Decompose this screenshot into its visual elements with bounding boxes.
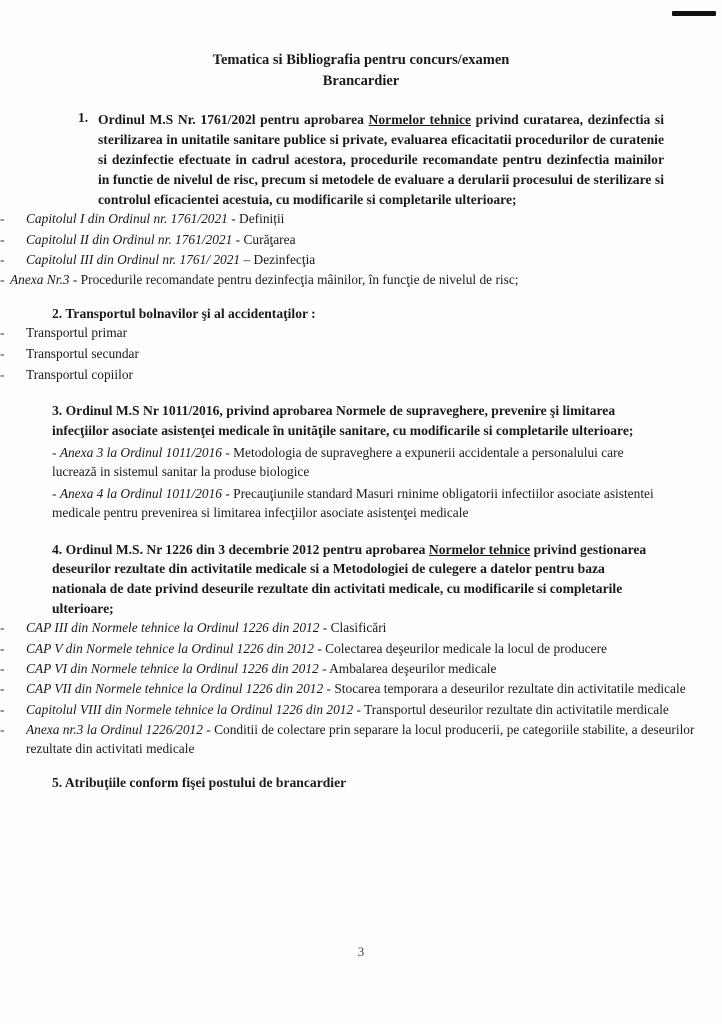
list-item-reference: Capitolul III din Ordinul nr. 1761/ 2021 — [26, 251, 241, 267]
list-item — [0, 344, 722, 363]
annex-reference: Anexa 3 la Ordinul 1011/2016 — [59, 444, 222, 460]
dash-bullet-icon: - — [0, 681, 5, 697]
section-4-list — [0, 618, 722, 758]
list-item-reference: Capitolul VIII din Normele tehnice la Ordinul 1226 din 2012 — [26, 701, 354, 717]
title-line-2: Brancardier — [322, 72, 400, 89]
section-1-underlined-term: Normelor tehnice — [368, 112, 472, 128]
annex-description: - Precauţiunile standard Masuri rninime obligatorii infectiilor asociate asistentei medicale pentru prevenirea si limitarea infecţiilor asociate asistenţei medicale — [52, 485, 654, 521]
list-item-description: - Stocarea temporara a deseurilor rezultate din activitatile medicale — [323, 681, 686, 697]
list-item-description: - Conditii de colectare prin separare la locul producerii, pe categoriile stabilite, a deseurilor rezultate din activitati medicale — [26, 721, 695, 757]
section-1 — [0, 110, 722, 209]
list-item-reference: Anexa nr.3 la Ordinul 1226/2012 — [26, 721, 203, 737]
list-item-description: Transportul secundar — [26, 345, 139, 361]
section-2-heading: 2. Transportul bolnavilor şi al accidentaţilor : — [52, 305, 316, 321]
dash-bullet-icon: - — [0, 345, 5, 361]
section-2 — [0, 304, 722, 323]
list-item-reference: CAP VII din Normele tehnice la Ordinul 1226 din 2012 — [26, 681, 324, 697]
section-3 — [0, 401, 722, 522]
section-1-text-before: Ordinul M.S Nr. 1761/202l pentru aprobarea — [98, 112, 369, 128]
list-item-reference: Capitolul II din Ordinul nr. 1761/2021 — [26, 231, 233, 247]
list-item — [0, 679, 722, 698]
list-item-reference: CAP III din Normele tehnice la Ordinul 1226 din 2012 — [26, 620, 320, 636]
list-item-description: - Clasificări — [319, 620, 387, 636]
list-item — [0, 250, 722, 269]
section-4 — [0, 540, 722, 619]
list-item — [0, 639, 722, 658]
list-item — [0, 659, 722, 678]
list-item — [0, 230, 722, 249]
list-item-description: - Curăţarea — [232, 231, 296, 247]
dash-bullet-icon: - — [0, 251, 5, 267]
section-4-text-before: 4. Ordinul M.S. Nr 1226 din 3 decembrie 2012 pentru aprobarea — [52, 541, 429, 557]
section-4-heading — [52, 540, 662, 619]
section-1-text-after: privind curatarea, dezinfectia si sterilizarea in unitatile sanitare publice si private, evaluarea eficacitatii procedurilor de curatenie si dezinfectie efectuate in cadrul acestora, procedurile recomandate pentru dezinfectia mainilor in functie de nivelul de risc, precum si metodele de evaluare a derularii procesului de sterilizare si controlul eficacientei acestuia, cu modificarile si completarile ulterioare; — [98, 112, 664, 207]
list-item — [0, 323, 722, 342]
annex-prefix: - — [52, 444, 60, 460]
section-4-text-after: privind gestionarea deseurilor rezultate din activitatile medicale si a Metodologiei de culegere a datelor pentru baza nationala de date privind deseurile rezultate din activitati medicale, cu modificarile si completarile ulterioare; — [52, 541, 647, 616]
dash-bullet-icon: - — [0, 620, 5, 636]
list-item-description: - Transportul deseurilor rezultate din activitatile merdicale — [353, 701, 669, 717]
section-4-underlined-term: Normelor tehnice — [428, 541, 531, 557]
list-item-description: - Procedurile recomandate pentru dezinfecţia mâinilor, în funcţie de nivelul de risc; — [69, 272, 519, 288]
list-item-description: Transportul primar — [26, 324, 128, 340]
annex-prefix: - — [52, 485, 60, 501]
list-item-description: - Ambalarea deşeurilor medicale — [318, 661, 497, 677]
list-item — [0, 700, 722, 719]
title-line-1: Tematica si Bibliografia pentru concurs/examen — [212, 52, 510, 68]
section-3-annex-paragraph — [52, 484, 660, 523]
list-item-description: – Dezinfecţia — [240, 251, 316, 267]
list-item — [0, 618, 722, 637]
list-item-reference: Anexa Nr.3 — [10, 272, 70, 288]
dash-bullet-icon: - — [0, 640, 5, 656]
dash-bullet-icon: - — [0, 231, 5, 247]
section-5-heading: 5. Atribuţiile conform fişei postului de brancardier — [52, 774, 347, 790]
section-1-list — [0, 209, 722, 289]
list-item-reference: CAP VI din Normele tehnice la Ordinul 1226 din 2012 — [26, 661, 319, 677]
dash-bullet-icon: - — [0, 272, 5, 288]
dash-bullet-icon: - — [0, 661, 5, 677]
list-item-description: - Colectarea deşeurilor medicale la locul de producere — [314, 640, 607, 656]
list-item — [0, 720, 722, 759]
list-item — [0, 365, 722, 384]
dash-bullet-icon: - — [0, 367, 5, 383]
annex-description: - Metodologia de supraveghere a expunerii accidentale a personalului care lucrează in sistemul sanitar la produse biologice — [52, 444, 624, 480]
section-1-number: 1. — [78, 110, 89, 126]
dash-bullet-icon: - — [0, 721, 5, 737]
section-3-annex-paragraph — [52, 443, 660, 482]
section-5 — [0, 775, 722, 791]
section-1-heading — [78, 110, 664, 209]
dash-bullet-icon: - — [0, 211, 5, 227]
list-item-description: - Definiții — [227, 211, 285, 227]
page-title — [0, 0, 722, 91]
section-2-list — [0, 323, 722, 385]
list-item — [0, 209, 722, 228]
section-3-heading: 3. Ordinul M.S Nr 1011/2016, privind aprobarea Normele de supraveghere, prevenire şi limitarea infecţiilor asociate asistenţei medicale în unităţile sanitare, cu modificarile si completarile ulterioare; — [52, 403, 634, 439]
page-number: 3 — [357, 944, 365, 959]
list-item-reference: Capitolul I din Ordinul nr. 1761/2021 — [26, 211, 228, 227]
list-item-description: Transportul copiilor — [26, 367, 134, 383]
dash-bullet-icon: - — [0, 701, 5, 717]
list-item-reference: CAP V din Normele tehnice la Ordinul 1226 din 2012 — [26, 640, 315, 656]
dash-bullet-icon: - — [0, 324, 5, 340]
annex-reference: Anexa 4 la Ordinul 1011/2016 — [59, 485, 222, 501]
list-item — [0, 270, 722, 289]
